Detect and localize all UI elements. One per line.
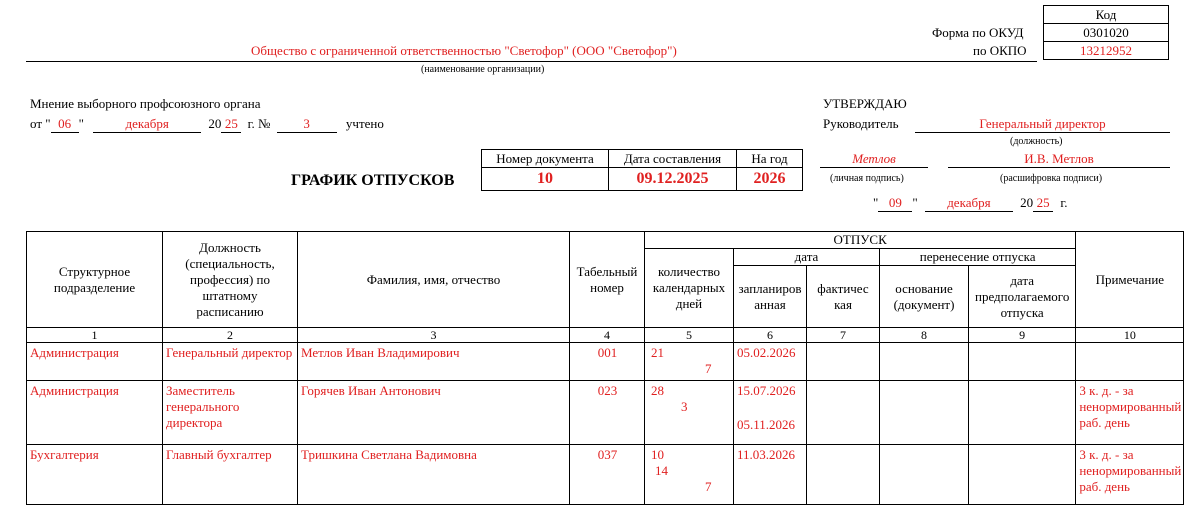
col-num: 3 xyxy=(298,328,570,343)
days-part-a: 28 xyxy=(651,383,664,398)
head-position: Генеральный директор xyxy=(915,116,1170,133)
h-name: Фамилия, имя, отчество xyxy=(298,232,570,328)
union-quote: " xyxy=(78,116,84,131)
h-note: Примечание xyxy=(1076,232,1184,328)
col-num: 7 xyxy=(807,328,880,343)
cell-dept: Администрация xyxy=(27,381,163,445)
col-num: 2 xyxy=(163,328,298,343)
signature-caption: (личная подпись) xyxy=(830,173,904,184)
h-transfer: перенесение отпуска xyxy=(880,249,1076,266)
cell-note: 3 к. д. - за ненормированный раб. день xyxy=(1076,381,1184,445)
decoding-caption: (расшифровка подписи) xyxy=(1000,173,1103,184)
cell-dept: Бухгалтерия xyxy=(27,445,163,505)
days-part-b: 7 xyxy=(705,361,712,376)
org-name: Общество с ограниченной ответственностью "Светофор" (ООО "Светофор") xyxy=(251,43,677,58)
union-number-label: г. № xyxy=(247,116,271,131)
col-num: 10 xyxy=(1076,328,1184,343)
cell-planned xyxy=(734,343,807,381)
cell-basis xyxy=(880,445,969,505)
doc-date-label: Дата составления xyxy=(609,150,737,168)
cell-name: Горячев Иван Антонович xyxy=(298,381,570,445)
cell-note: 3 к. д. - за ненормированный раб. день xyxy=(1076,445,1184,505)
cell-expected xyxy=(969,381,1076,445)
h-tab: Табельный номер xyxy=(570,232,645,328)
days-part-a: 21 xyxy=(651,345,664,360)
signature-decoding: И.В. Метлов xyxy=(948,151,1170,168)
union-opinion-label: Мнение выборного профсоюзного органа xyxy=(30,96,261,111)
cell-name: Метлов Иван Владимирович xyxy=(298,343,570,381)
col-num: 6 xyxy=(734,328,807,343)
doc-number-label: Номер документа xyxy=(482,150,609,168)
planned-date-a: 05.02.2026 xyxy=(737,345,796,360)
doc-number: 10 xyxy=(482,168,609,191)
col-num: 4 xyxy=(570,328,645,343)
h-planned: запланированная xyxy=(734,266,807,328)
union-from: от " xyxy=(30,116,51,131)
okud-value: 0301020 xyxy=(1044,24,1169,42)
h-expected: дата предполагаемого отпуска xyxy=(969,266,1076,328)
cell-position: Главный бухгалтер xyxy=(163,445,298,505)
h-position: Должность (специальность, профессия) по штатному расписанию xyxy=(163,232,298,328)
cell-days xyxy=(645,381,734,445)
approve-year-prefix: 20 xyxy=(1020,195,1034,210)
cell-note xyxy=(1076,343,1184,381)
cell-tab: 037 xyxy=(570,445,645,505)
position-caption: (должность) xyxy=(1010,136,1063,147)
approve-day: 09 xyxy=(878,195,912,212)
h-days: количество календарных дней xyxy=(645,249,734,328)
table-row xyxy=(27,445,1184,505)
code-header: Код xyxy=(1044,6,1169,24)
planned-date-a: 11.03.2026 xyxy=(737,447,796,462)
table-row xyxy=(27,381,1184,445)
codes-table xyxy=(1043,5,1169,60)
signature: Метлов xyxy=(820,151,928,168)
cell-expected xyxy=(969,445,1076,505)
head-label: Руководитель xyxy=(823,116,899,131)
approve-date-line xyxy=(873,195,1068,212)
days-part-a: 10 xyxy=(651,447,664,462)
cell-position: Генеральный директор xyxy=(163,343,298,381)
cell-actual xyxy=(807,343,880,381)
h-date: дата xyxy=(734,249,880,266)
approve-quote-close: " xyxy=(912,195,918,210)
cell-planned xyxy=(734,381,807,445)
cell-basis xyxy=(880,381,969,445)
union-month: декабря xyxy=(93,116,201,133)
planned-date-b: 05.11.2026 xyxy=(737,417,796,432)
h-basis: основание (документ) xyxy=(880,266,969,328)
doc-year-label: На год xyxy=(737,150,803,168)
union-day: 06 xyxy=(51,116,79,133)
union-number: 3 xyxy=(277,116,337,133)
okpo-value: 13212952 xyxy=(1044,42,1169,60)
h-dept: Структурное подразделение xyxy=(27,232,163,328)
col-num: 1 xyxy=(27,328,163,343)
org-caption: (наименование организации) xyxy=(421,64,545,75)
approve-quote-open: " xyxy=(873,195,879,210)
cell-expected xyxy=(969,343,1076,381)
approve-year: 25 xyxy=(1033,195,1053,212)
cell-dept: Администрация xyxy=(27,343,163,381)
table-row xyxy=(27,343,1184,381)
col-num: 8 xyxy=(880,328,969,343)
approve-title: УТВЕРЖДАЮ xyxy=(823,96,907,111)
union-year-prefix: 20 xyxy=(208,116,222,131)
approve-month: декабря xyxy=(925,195,1013,212)
doc-year: 2026 xyxy=(737,168,803,191)
union-year: 25 xyxy=(221,116,241,133)
col-num: 9 xyxy=(969,328,1076,343)
approve-g: г. xyxy=(1060,195,1068,210)
cell-basis xyxy=(880,343,969,381)
days-part-a2: 14 xyxy=(655,463,668,478)
cell-tab: 023 xyxy=(570,381,645,445)
cell-tab: 001 xyxy=(570,343,645,381)
cell-actual xyxy=(807,381,880,445)
okpo-label: по ОКПО xyxy=(973,43,1027,58)
doc-date: 09.12.2025 xyxy=(609,168,737,191)
cell-name: Тришкина Светлана Вадимовна xyxy=(298,445,570,505)
days-part-b: 3 xyxy=(681,399,688,414)
days-part-b: 7 xyxy=(705,479,712,494)
union-suffix: учтено xyxy=(345,116,384,131)
col-num: 5 xyxy=(645,328,734,343)
okud-label: Форма по ОКУД xyxy=(932,25,1024,40)
doc-title: ГРАФИК ОТПУСКОВ xyxy=(291,172,455,189)
cell-actual xyxy=(807,445,880,505)
h-vacation: ОТПУСК xyxy=(645,232,1076,249)
doc-meta-table xyxy=(481,149,803,191)
cell-position: Заместитель генерального директора xyxy=(163,381,298,445)
planned-date-a: 15.07.2026 xyxy=(737,383,796,398)
cell-days xyxy=(645,445,734,505)
cell-days xyxy=(645,343,734,381)
cell-planned xyxy=(734,445,807,505)
h-actual: фактическая xyxy=(807,266,880,328)
vacation-schedule-table xyxy=(26,231,1184,505)
union-date-line xyxy=(30,116,384,133)
